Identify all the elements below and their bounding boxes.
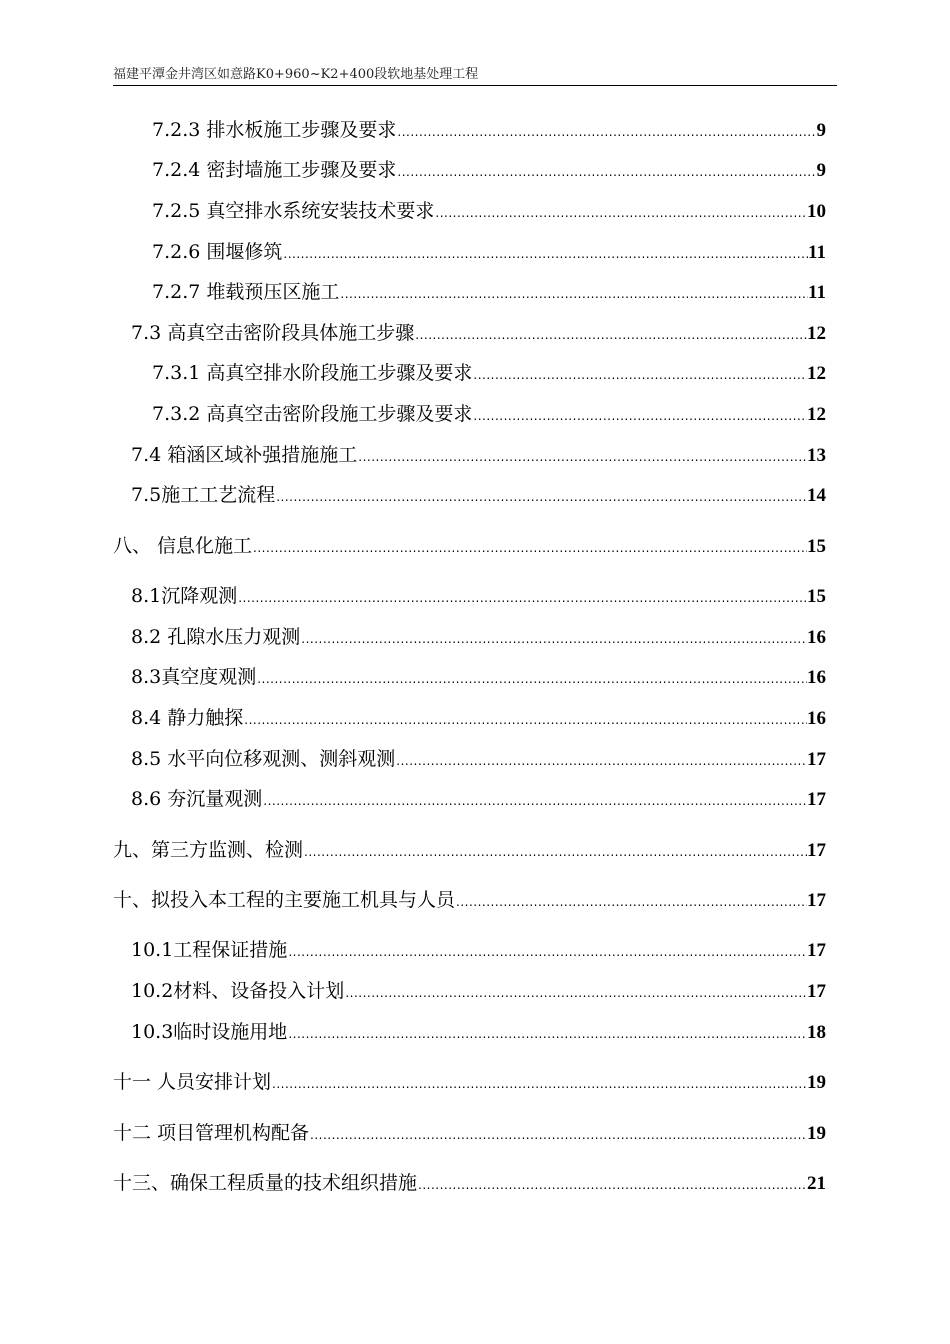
toc-leader-dots — [339, 281, 808, 307]
toc-entry[interactable] — [113, 887, 826, 913]
toc-entry[interactable] — [152, 117, 826, 143]
toc-leader-dots — [396, 159, 816, 185]
toc-leader-dots — [303, 839, 807, 865]
toc-page-number: 17 — [807, 840, 826, 861]
toc-page-number: 11 — [808, 282, 826, 303]
toc-entry[interactable] — [131, 482, 826, 508]
toc-leader-dots — [434, 200, 807, 226]
toc-leader-dots — [472, 362, 807, 388]
toc-page-number: 15 — [807, 586, 826, 607]
toc-page-number: 17 — [807, 890, 826, 911]
toc-entry[interactable] — [152, 157, 826, 183]
toc-entry-label: 8.2 孔隙水压力观测 — [131, 626, 301, 648]
running-header: 福建平潭金井湾区如意路K0+960~K2+400段软地基处理工程 — [113, 67, 479, 82]
toc-entry[interactable] — [131, 746, 826, 772]
toc-entry-label: 7.2.5 真空排水系统安装技术要求 — [152, 200, 435, 222]
toc-page-number: 10 — [807, 201, 826, 222]
toc-entry-label: 7.2.6 围堰修筑 — [152, 241, 283, 263]
toc-page-number: 9 — [816, 120, 826, 141]
toc-page-number: 16 — [807, 667, 826, 688]
toc-entry-label: 八、 信息化施工 — [113, 535, 253, 557]
toc-entry-label: 7.4 箱涵区域补强措施施工 — [131, 444, 358, 466]
toc-page-number: 13 — [807, 445, 826, 466]
toc-page-number: 17 — [807, 789, 826, 810]
toc-page-number: 9 — [816, 160, 826, 181]
toc-leader-dots — [417, 1172, 807, 1198]
toc-leader-dots — [237, 585, 807, 611]
toc-leader-dots — [287, 939, 807, 965]
toc-leader-dots — [282, 241, 808, 267]
toc-page-number: 14 — [807, 485, 826, 506]
toc-leader-dots — [414, 322, 807, 348]
toc-page-number: 17 — [807, 981, 826, 1002]
toc-page-number: 17 — [807, 749, 826, 770]
toc-entry-label: 7.3 高真空击密阶段具体施工步骤 — [131, 322, 415, 344]
toc-entry-label: 7.5施工工艺流程 — [131, 484, 276, 506]
toc-page-number: 19 — [807, 1072, 826, 1093]
toc-page-number: 15 — [807, 536, 826, 557]
toc-page-number: 12 — [807, 363, 826, 384]
toc-entry[interactable] — [113, 1170, 826, 1196]
toc-page-number: 17 — [807, 940, 826, 961]
toc-leader-dots — [472, 403, 807, 429]
toc-entry[interactable] — [131, 786, 826, 812]
toc-entry[interactable] — [131, 624, 826, 650]
toc-entry[interactable] — [131, 978, 826, 1004]
toc-entry[interactable] — [152, 401, 826, 427]
toc-page-number: 11 — [808, 242, 826, 263]
toc-leader-dots — [455, 889, 807, 915]
toc-page-number: 12 — [807, 323, 826, 344]
toc-leader-dots — [287, 1021, 807, 1047]
toc-leader-dots — [275, 484, 807, 510]
toc-leader-dots — [252, 535, 807, 561]
toc-leader-dots — [262, 788, 807, 814]
toc-page-number: 19 — [807, 1123, 826, 1144]
toc-leader-dots — [357, 444, 807, 470]
toc-entry-label: 九、第三方监测、检测 — [113, 839, 304, 861]
toc-entry[interactable] — [113, 1120, 826, 1146]
toc-entry-label: 8.3真空度观测 — [131, 666, 257, 688]
toc-page-number: 21 — [807, 1173, 826, 1194]
toc-page-number: 12 — [807, 404, 826, 425]
toc-entry[interactable] — [152, 198, 826, 224]
toc-entry[interactable] — [131, 320, 826, 346]
toc-entry-label: 10.3临时设施用地 — [131, 1021, 288, 1043]
toc-entry-label: 十一 人员安排计划 — [113, 1071, 272, 1093]
toc-entry-label: 8.5 水平向位移观测、测斜观测 — [131, 748, 396, 770]
toc-entry-label: 十、拟投入本工程的主要施工机具与人员 — [113, 889, 456, 911]
toc-entry-label: 7.3.1 高真空排水阶段施工步骤及要求 — [152, 362, 473, 384]
toc-leader-dots — [300, 626, 807, 652]
toc-entry-label: 10.2材料、设备投入计划 — [131, 980, 345, 1002]
toc-entry[interactable] — [131, 705, 826, 731]
toc-entry[interactable] — [152, 360, 826, 386]
toc-entry[interactable] — [131, 937, 826, 963]
toc-page-number: 16 — [807, 708, 826, 729]
toc-entry-label: 8.4 静力触探 — [131, 707, 244, 729]
toc-leader-dots — [309, 1122, 807, 1148]
toc-entry-label: 8.6 夯沉量观测 — [131, 788, 263, 810]
toc-entry-label: 7.2.7 堆载预压区施工 — [152, 281, 340, 303]
toc-leader-dots — [256, 666, 807, 692]
toc-entry[interactable] — [152, 239, 826, 265]
toc-entry[interactable] — [131, 664, 826, 690]
toc-entry[interactable] — [131, 1019, 826, 1045]
toc-leader-dots — [243, 707, 807, 733]
toc-entry[interactable] — [152, 279, 826, 305]
toc-entry-label: 7.2.3 排水板施工步骤及要求 — [152, 119, 397, 141]
toc-page-number: 16 — [807, 627, 826, 648]
toc-entry[interactable] — [131, 442, 826, 468]
toc-leader-dots — [395, 748, 807, 774]
toc-entry-label: 十二 项目管理机构配备 — [113, 1122, 310, 1144]
toc-entry[interactable] — [113, 837, 826, 863]
toc-entry-label: 十三、确保工程质量的技术组织措施 — [113, 1172, 418, 1194]
toc-leader-dots — [396, 119, 816, 145]
toc-entry-label: 7.2.4 密封墙施工步骤及要求 — [152, 159, 397, 181]
toc-entry[interactable] — [113, 533, 826, 559]
toc-entry-label: 10.1工程保证措施 — [131, 939, 288, 961]
toc-entry-label: 8.1沉降观测 — [131, 585, 238, 607]
toc-entry[interactable] — [113, 1069, 826, 1095]
toc-leader-dots — [271, 1071, 807, 1097]
toc-page-number: 18 — [807, 1022, 826, 1043]
toc-leader-dots — [344, 980, 807, 1006]
toc-entry-label: 7.3.2 高真空击密阶段施工步骤及要求 — [152, 403, 473, 425]
toc-entry[interactable] — [131, 583, 826, 609]
